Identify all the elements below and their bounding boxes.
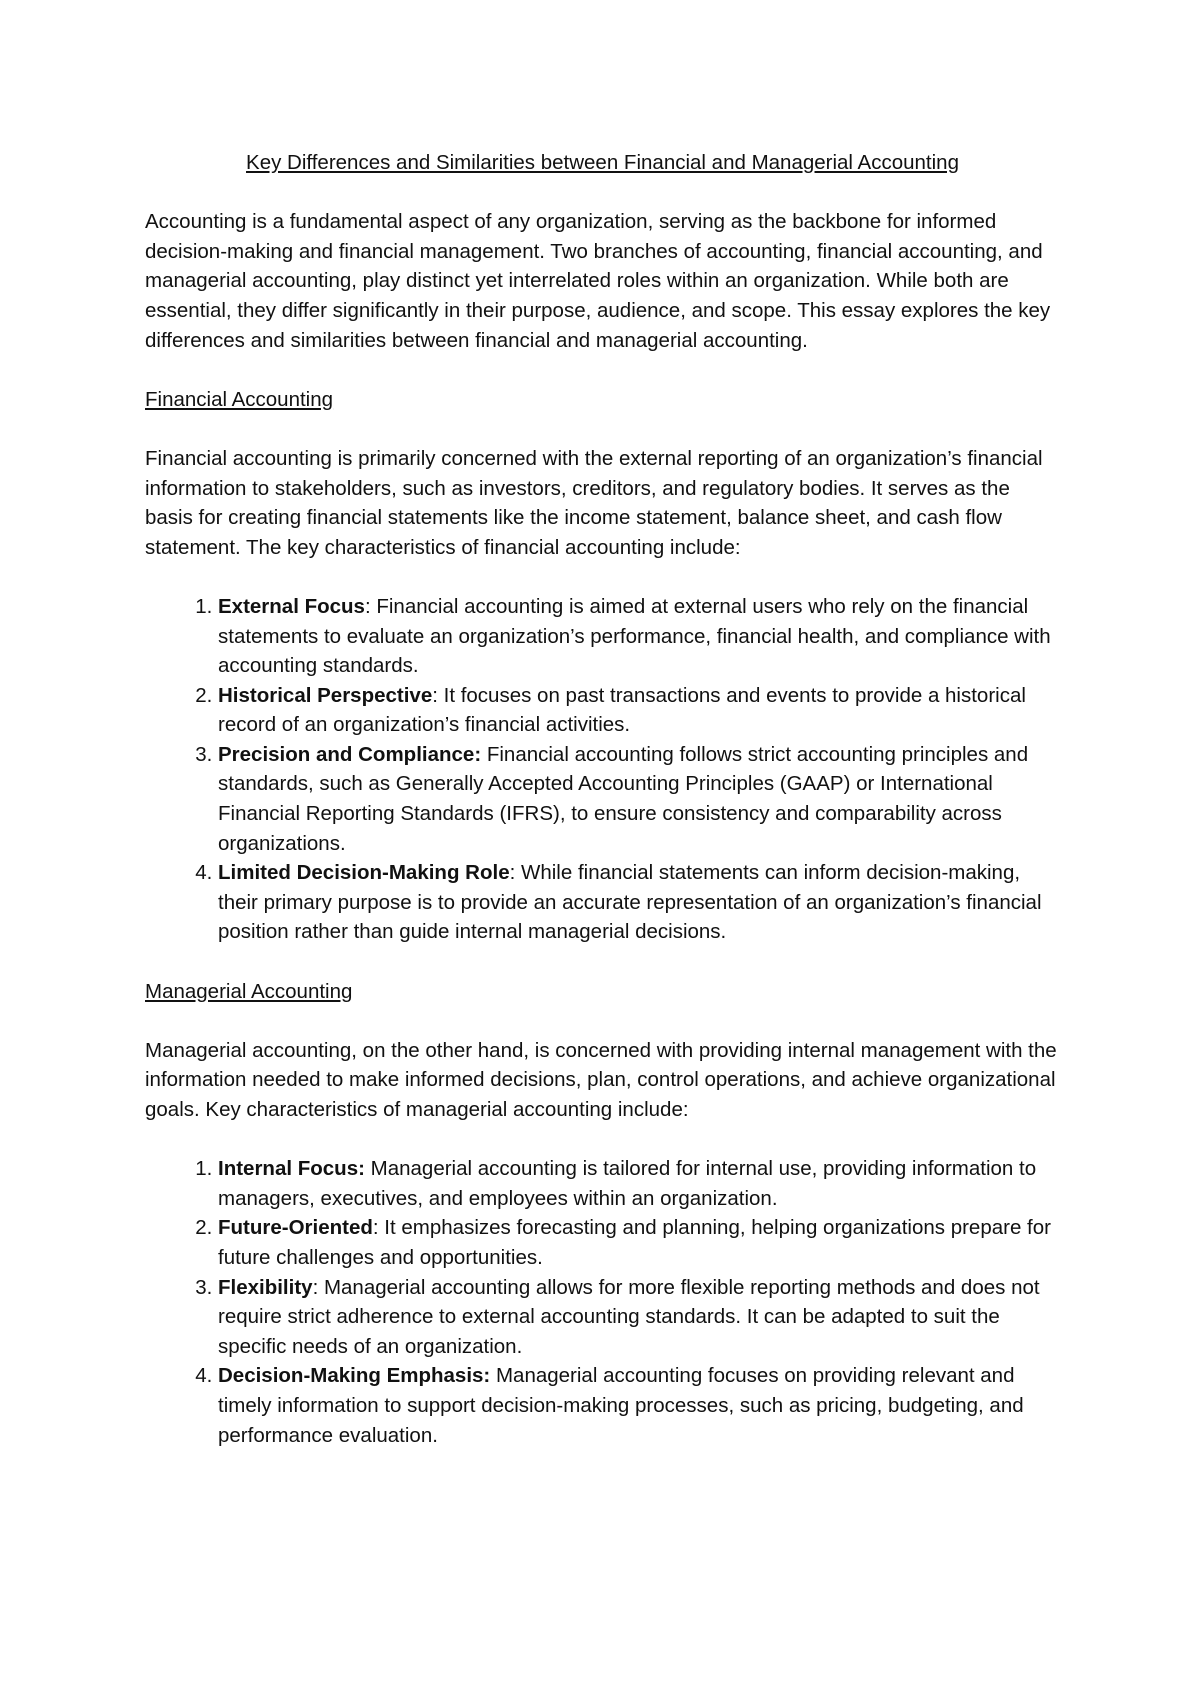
list-item: [218, 1273, 1060, 1362]
list-item: [218, 681, 1060, 740]
financial-characteristics-list: [145, 592, 1060, 947]
list-item-text: : Financial accounting is aimed at external users who rely on the financial statements to evaluate an organization’s performance, financial health, and compliance with accounting standards.: [218, 594, 1051, 678]
list-item-text: : Managerial accounting allows for more flexible reporting methods and does not require strict adherence to external accounting standards. It can be adapted to suit the specific needs of an organization.: [218, 1275, 1040, 1358]
document-body: [145, 148, 1060, 1480]
list-item-term: Internal Focus:: [218, 1157, 365, 1181]
list-item-term: Historical Perspective: [218, 683, 433, 707]
managerial-characteristics-list: [145, 1154, 1060, 1450]
list-item-term: Limited Decision-Making Role: [218, 861, 510, 885]
list-item-term: Decision-Making Emphasis:: [218, 1364, 491, 1388]
financial-accounting-paragraph: Financial accounting is primarily concerned with the external reporting of an organization’s financial information to stakeholders, such as investors, creditors, and regulatory bodies. It serves as the basis for creating financial statements like the income statement, balance sheet, and cash flow statement. The key characteristics of financial accounting include:: [145, 446, 1043, 559]
list-item: [218, 740, 1060, 858]
managerial-accounting-heading: Managerial Accounting: [145, 979, 353, 1003]
managerial-accounting-paragraph: Managerial accounting, on the other hand, is concerned with providing internal management with the information needed to make informed decisions, plan, control operations, and achieve organizational goals. Key characteristics of managerial accounting include:: [145, 1038, 1057, 1121]
list-item-text: Managerial accounting is tailored for internal use, providing information to managers, executives, and employees within an organization.: [218, 1157, 1037, 1210]
list-item-term: Future-Oriented: [218, 1216, 373, 1240]
financial-accounting-heading: Financial Accounting: [145, 387, 334, 411]
list-item: [218, 858, 1060, 947]
list-item-text: : It emphasizes forecasting and planning, helping organizations prepare for future challenges and opportunities.: [218, 1216, 1051, 1269]
intro-paragraph: Accounting is a fundamental aspect of any organization, serving as the backbone for informed decision-making and financial management. Two branches of accounting, financial accounting, and managerial accounting, play distinct yet interrelated roles within an organization. While both are essential, they differ significantly in their purpose, audience, and scope. This essay explores the key differences and similarities between financial and managerial accounting.: [145, 210, 1051, 352]
list-item-term: Precision and Compliance:: [218, 742, 482, 766]
list-item-text: : While financial statements can inform decision-making, their primary purpose is to provide an accurate representation of an organization’s financial position rather than guide internal managerial decisions.: [218, 861, 1042, 944]
list-item-text: Financial accounting follows strict accounting principles and standards, such as Generally Accepted Accounting Principles (GAAP) or International Financial Reporting Standards (IFRS), to ensure consistency and comparability across organizations.: [218, 742, 1029, 855]
list-item: [218, 1361, 1060, 1450]
list-item: [218, 1154, 1060, 1213]
list-item: [218, 592, 1060, 681]
list-item-text: Managerial accounting focuses on providing relevant and timely information to support decision-making processes, such as pricing, budgeting, and performance evaluation.: [218, 1364, 1024, 1447]
document-title: Key Differences and Similarities between Financial and Managerial Accounting: [246, 151, 959, 174]
list-item-term: Flexibility: [218, 1275, 313, 1299]
list-item-text: : It focuses on past transactions and events to provide a historical record of an organization’s financial activities.: [218, 683, 1026, 737]
list-item-term: External Focus: [218, 594, 365, 618]
list-item: [218, 1213, 1060, 1272]
